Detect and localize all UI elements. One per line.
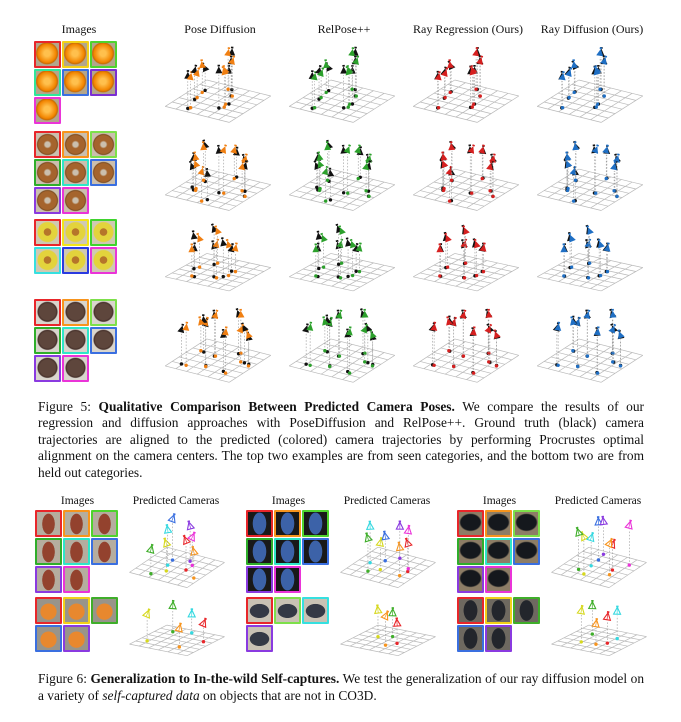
camera-marker	[143, 608, 153, 619]
camera-marker	[446, 59, 454, 68]
image-thumbnail-flower	[34, 247, 61, 274]
image-thumbnail-donut	[62, 187, 89, 214]
predicted-cameras-header: Predicted Cameras	[331, 495, 443, 507]
plot-ray-diffusion-row3	[530, 219, 650, 295]
camera-marker	[554, 321, 562, 330]
image-thumbnail-mailbox	[246, 510, 273, 537]
figure5-row-donut	[0, 131, 681, 215]
camera-marker	[322, 59, 330, 68]
figure6-group-1	[35, 495, 234, 659]
image-thumbnail-donut	[90, 131, 117, 158]
camera-marker	[199, 617, 209, 628]
camera-marker	[163, 524, 171, 534]
predicted-cameras-header: Predicted Cameras	[542, 495, 654, 507]
image-thumbnail-chair	[63, 625, 90, 652]
figure6-row-monitor	[457, 510, 656, 594]
thumbnail-row	[34, 355, 122, 383]
image-grid-cake	[34, 299, 122, 383]
ground-grid	[289, 169, 395, 210]
camera-marker	[393, 618, 401, 627]
thumbnail-row	[457, 538, 541, 566]
plot-ray-diffusion-row4	[530, 299, 650, 387]
image-thumbnail-orange	[62, 41, 89, 68]
thumbnail-row	[457, 566, 541, 594]
images-header: Images	[246, 495, 331, 507]
plot-ray-diffusion-row2	[530, 131, 650, 215]
ground-grid	[552, 548, 647, 588]
image-thumbnail-chair	[63, 597, 90, 624]
figure5-panel	[0, 22, 681, 481]
camera-marker	[219, 237, 227, 247]
plot-relpose-row4	[282, 299, 402, 387]
camera-marker	[198, 59, 206, 68]
ground-grid	[537, 169, 643, 210]
image-thumbnail-mailbox	[246, 566, 273, 593]
ground-grid	[552, 626, 647, 657]
camera-marker	[604, 242, 613, 252]
image-grid-donut	[34, 131, 122, 215]
image-thumbnail-monitor	[457, 510, 484, 537]
image-thumbnail-donut	[34, 187, 61, 214]
image-thumbnail-monitor	[485, 538, 512, 565]
camera-marker	[478, 144, 487, 154]
image-thumbnail-donut	[90, 159, 117, 186]
camera-marker	[430, 321, 438, 330]
camera-marker	[625, 519, 634, 529]
thumbnail-row	[34, 41, 122, 69]
column-header-relpose: RelPose++	[282, 22, 406, 37]
thumbnail-row	[34, 69, 122, 97]
ground-grid	[341, 548, 436, 588]
figure6-caption-italic: self-captured data	[102, 688, 199, 703]
thumbnail-row	[34, 97, 122, 125]
image-thumbnail-chair	[35, 625, 62, 652]
ground-grid	[289, 339, 395, 382]
camera-marker	[389, 607, 396, 616]
image-thumbnail-camera	[302, 597, 329, 624]
camera-marker	[460, 224, 470, 235]
figure5-rows	[0, 41, 681, 387]
figure6-row-mailbox	[246, 510, 445, 594]
thumbnail-row	[246, 510, 330, 538]
figure5-row-cake	[0, 299, 681, 387]
ground-grid	[537, 80, 643, 122]
figure6-caption	[38, 671, 644, 704]
camera-marker	[215, 65, 222, 74]
ground-grid	[537, 339, 643, 382]
camera-marker	[578, 605, 586, 615]
image-thumbnail-cake	[62, 355, 89, 382]
figure5-caption-bold: Qualitative Comparison Between Predicted Camera Poses.	[99, 399, 455, 414]
image-grid-camera	[246, 597, 330, 653]
image-grid-mailbox	[246, 510, 330, 594]
plot-predicted-cameras-hydrant	[123, 510, 230, 592]
image-thumbnail-hydrant	[35, 510, 62, 537]
column-header-ray-diffusion: Ray Diffusion (Ours)	[530, 22, 654, 37]
camera-marker	[484, 323, 494, 334]
ground-grid	[341, 626, 436, 657]
image-thumbnail-donut	[34, 131, 61, 158]
thumbnail-row	[35, 538, 119, 566]
figure6-group-headers	[457, 495, 656, 507]
plot-pose-diffusion-row3	[158, 219, 278, 295]
thumbnail-row	[34, 219, 122, 247]
plot-ray-regression-row3	[406, 219, 526, 295]
image-thumbnail-hydrant	[91, 538, 118, 565]
camera-marker	[599, 516, 607, 525]
figure6-groups	[0, 495, 681, 659]
camera-marker	[203, 168, 211, 177]
thumbnail-row	[457, 510, 541, 538]
thumbnail-row	[35, 597, 119, 625]
image-thumbnail-camera	[246, 597, 273, 624]
plot-predicted-cameras-mailbox	[334, 510, 441, 592]
camera-marker	[594, 326, 602, 335]
ground-grid	[413, 80, 519, 122]
image-thumbnail-donut	[62, 131, 89, 158]
plot-ray-regression-row4	[406, 299, 526, 387]
image-thumbnail-hydrant	[63, 510, 90, 537]
thumbnail-row	[34, 159, 122, 187]
figure5-caption-label: Figure 5:	[38, 399, 99, 414]
image-grid-flower	[34, 219, 122, 275]
thumbnail-row	[34, 247, 122, 275]
thumbnail-row	[246, 597, 330, 625]
images-header: Images	[35, 495, 120, 507]
image-thumbnail-camera	[274, 597, 301, 624]
camera-marker	[306, 321, 314, 330]
figure6-group-3	[457, 495, 656, 659]
image-thumbnail-mailbox	[274, 510, 301, 537]
figure6-caption-text2: on objects that are not in CO3D.	[200, 688, 377, 703]
image-thumbnail-monitor	[457, 538, 484, 565]
image-thumbnail-chair	[35, 597, 62, 624]
image-thumbnail-cake	[90, 299, 117, 326]
camera-marker	[587, 532, 596, 542]
camera-marker	[560, 243, 567, 252]
image-thumbnail-orange	[90, 41, 117, 68]
ground-grid	[413, 339, 519, 382]
figure5-column-headers	[0, 22, 681, 37]
plot-ray-diffusion-row1	[530, 41, 650, 127]
image-grid-orange	[34, 41, 122, 125]
image-thumbnail-hydrant	[63, 538, 90, 565]
predicted-cameras-header: Predicted Cameras	[120, 495, 232, 507]
camera-marker	[604, 611, 612, 621]
image-thumbnail-flower	[62, 247, 89, 274]
camera-marker	[396, 521, 403, 530]
camera-marker	[314, 230, 322, 240]
plot-pose-diffusion-row2	[158, 131, 278, 215]
column-header-ray-regression: Ray Regression (Ours)	[406, 22, 530, 37]
plot-predicted-cameras-monitor	[545, 510, 652, 592]
image-thumbnail-hydrant	[63, 566, 90, 593]
figure6-row-chair	[35, 597, 234, 659]
camera-marker	[403, 537, 412, 547]
plot-predicted-cameras-chair	[123, 597, 230, 659]
ground-grid	[165, 253, 271, 290]
camera-marker	[340, 65, 347, 74]
figure5-caption	[38, 399, 644, 481]
image-thumbnail-pc	[457, 625, 484, 652]
figure6-group-headers	[35, 495, 234, 507]
thumbnail-row	[457, 625, 541, 653]
thumbnail-row	[35, 566, 119, 594]
camera-marker	[346, 326, 354, 335]
image-thumbnail-cake	[62, 327, 89, 354]
thumbnail-row	[35, 510, 119, 538]
thumbnail-row	[35, 625, 119, 653]
camera-marker	[584, 224, 594, 235]
camera-marker	[592, 618, 600, 628]
camera-marker	[188, 609, 195, 618]
plot-ray-regression-row2	[406, 131, 526, 215]
camera-marker	[608, 323, 618, 334]
camera-marker	[568, 316, 577, 326]
image-thumbnail-mailbox	[274, 566, 301, 593]
ground-grid	[537, 253, 643, 290]
ground-grid	[413, 253, 519, 290]
thumbnail-row	[34, 131, 122, 159]
image-thumbnail-hydrant	[35, 538, 62, 565]
figure6-row-hydrant	[35, 510, 234, 594]
camera-marker	[168, 513, 178, 523]
camera-marker	[215, 145, 223, 154]
image-thumbnail-mailbox	[274, 538, 301, 565]
image-thumbnail-flower	[62, 219, 89, 246]
plot-pose-diffusion-row1	[158, 41, 278, 127]
ground-grid	[289, 80, 395, 122]
camera-marker	[169, 600, 177, 609]
camera-marker	[161, 537, 170, 547]
image-thumbnail-pc	[485, 597, 512, 624]
plot-predicted-cameras-pc	[545, 597, 652, 659]
image-thumbnail-monitor	[457, 566, 484, 593]
camera-marker	[366, 521, 373, 530]
ground-grid	[165, 339, 271, 382]
figure6-panel	[0, 495, 681, 704]
ground-grid	[413, 169, 519, 210]
image-grid-hydrant	[35, 510, 119, 594]
image-thumbnail-orange	[62, 69, 89, 96]
camera-marker	[602, 144, 611, 154]
figure6-group-2	[246, 495, 445, 659]
image-thumbnail-cake	[34, 355, 61, 382]
image-thumbnail-mailbox	[246, 538, 273, 565]
image-thumbnail-orange	[34, 69, 61, 96]
camera-marker	[589, 600, 596, 609]
camera-marker	[570, 59, 578, 68]
plot-predicted-cameras-camera	[334, 597, 441, 659]
thumbnail-row	[246, 566, 330, 594]
ground-grid	[165, 169, 271, 210]
figure5-row-flower	[0, 219, 681, 295]
camera-marker	[444, 316, 453, 326]
figure5-row-orange	[0, 41, 681, 127]
column-header-pose-diffusion: Pose Diffusion	[158, 22, 282, 37]
camera-marker	[614, 606, 621, 615]
camera-marker	[480, 242, 489, 252]
camera-marker	[448, 141, 456, 150]
camera-marker	[212, 238, 221, 248]
image-thumbnail-cake	[34, 327, 61, 354]
camera-marker	[190, 230, 198, 240]
plot-relpose-row1	[282, 41, 402, 127]
plot-pose-diffusion-row4	[158, 299, 278, 387]
image-grid-monitor	[457, 510, 541, 594]
images-header: Images	[457, 495, 542, 507]
camera-marker	[405, 525, 413, 534]
image-thumbnail-pc	[457, 597, 484, 624]
figure5-caption-text: We compare the results of our regression and diffusion approaches with PoseDiffusion and RelPose++. Ground truth (black) camera trajectories are aligned to the predicted (colored) camera trajectories by performing Procrustes optimal alignment on the camera centers. The top two examples are from seen categories, and the bottom two are from held out categories.	[38, 399, 644, 480]
image-thumbnail-monitor	[513, 510, 540, 537]
image-thumbnail-hydrant	[91, 510, 118, 537]
ground-grid	[165, 80, 271, 122]
image-thumbnail-flower	[34, 219, 61, 246]
image-thumbnail-mailbox	[302, 510, 329, 537]
thumbnail-row	[34, 299, 122, 327]
image-thumbnail-chair	[91, 597, 118, 624]
image-thumbnail-monitor	[485, 566, 512, 593]
thumbnail-row	[457, 597, 541, 625]
camera-marker	[363, 532, 372, 542]
thumbnail-row	[34, 327, 122, 355]
image-thumbnail-donut	[62, 159, 89, 186]
image-thumbnail-hydrant	[35, 566, 62, 593]
image-grid-chair	[35, 597, 119, 653]
image-thumbnail-donut	[34, 159, 61, 186]
image-thumbnail-cake	[90, 327, 117, 354]
figure6-caption-bold: Generalization to In-the-wild Self-captures.	[91, 671, 340, 686]
image-grid-pc	[457, 597, 541, 653]
image-thumbnail-cake	[34, 299, 61, 326]
image-thumbnail-orange	[34, 97, 61, 124]
plot-ray-regression-row1	[406, 41, 526, 127]
camera-marker	[188, 531, 198, 542]
figure6-row-pc	[457, 597, 656, 659]
column-header-images: Images	[0, 22, 158, 37]
camera-marker	[574, 526, 583, 536]
figure6-group-headers	[246, 495, 445, 507]
camera-marker	[185, 520, 194, 530]
image-thumbnail-flower	[90, 219, 117, 246]
image-thumbnail-flower	[90, 247, 117, 274]
image-thumbnail-pc	[513, 597, 540, 624]
figure6-row-camera	[246, 597, 445, 659]
camera-marker	[222, 326, 230, 335]
thumbnail-row	[34, 187, 122, 215]
camera-marker	[374, 605, 382, 614]
figure6-caption-text1: We test the generalization of our ray diffusion model on a variety of	[38, 671, 644, 702]
plot-relpose-row3	[282, 219, 402, 295]
camera-marker	[470, 326, 478, 335]
camera-marker	[147, 544, 156, 554]
image-thumbnail-orange	[90, 69, 117, 96]
image-thumbnail-mailbox	[302, 538, 329, 565]
camera-marker	[395, 542, 403, 552]
image-thumbnail-cake	[62, 299, 89, 326]
image-thumbnail-monitor	[485, 510, 512, 537]
camera-marker	[182, 321, 190, 330]
camera-marker	[436, 243, 443, 252]
camera-marker	[559, 71, 567, 81]
plot-relpose-row2	[282, 131, 402, 215]
camera-marker	[565, 67, 574, 77]
camera-marker	[441, 67, 450, 77]
image-thumbnail-orange	[34, 41, 61, 68]
image-thumbnail-pc	[485, 625, 512, 652]
camera-marker	[435, 71, 443, 81]
camera-marker	[572, 141, 580, 150]
ground-grid	[289, 253, 395, 290]
thumbnail-row	[246, 625, 330, 653]
figure6-caption-label: Figure 6:	[38, 671, 91, 686]
thumbnail-row	[246, 538, 330, 566]
image-thumbnail-monitor	[513, 538, 540, 565]
image-thumbnail-camera	[246, 625, 273, 652]
ground-grid	[130, 548, 225, 588]
